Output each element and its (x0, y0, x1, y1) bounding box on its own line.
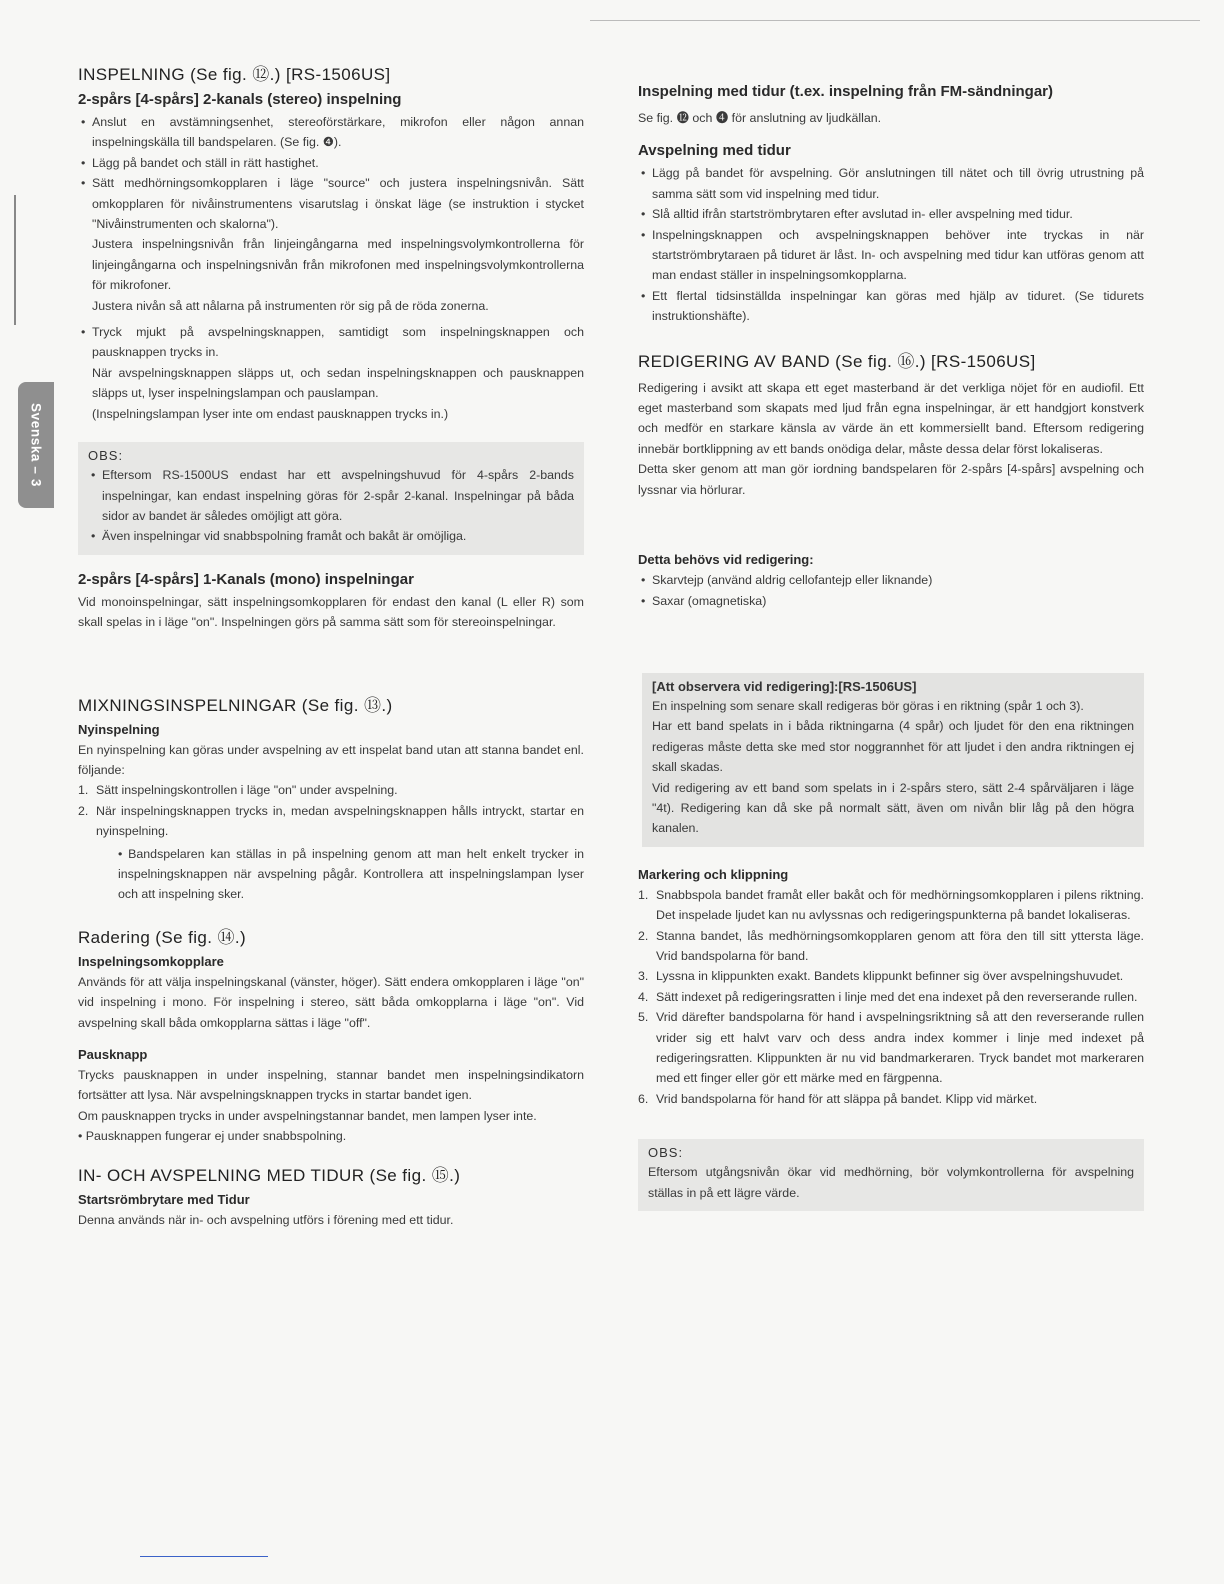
obs-title: OBS: (88, 448, 124, 464)
list-item (78, 173, 584, 316)
edit-note-title: [Att observera vid redigering]:[RS-1506US] (652, 678, 917, 694)
tools-list (638, 570, 1144, 611)
list-item (638, 987, 1144, 1007)
paragraph: Redigering i avsikt att skapa ett eget masterband är det verkliga nöjet för en audiofil. Ett eget masterband som skapats med ljud från egna inspelningar, är ett handgjort konstverk och medför en starkare känsla av värde än ett kommersiellt band. Eftersom redigering innebär bortklippning av ett bands onödiga delar, måste dessa delar först lokaliseras. (638, 380, 1144, 456)
sub-note: • Bandspelaren kan ställas in på inspelning genom att man helt enkelt trycker in inspelningsknappen när avspelning pågår. Kontrollera att inspelningslampan lyser och att inspelning sker. (118, 846, 584, 902)
list-item: • Anslut en avstämningsenhet, stereoförstärkare, mikrofon eller någon annan inspelningskälla till bandspelaren. (Se fig. ❹). (78, 112, 584, 153)
subheading-tidur-inspelning: Inspelning med tidur (t.ex. inspelning från FM-sändningar) (638, 83, 1054, 100)
item-text: Vrid bandspolarna för hand för att släppa på bandet. Klipp vid märket. (656, 1091, 1038, 1106)
paragraph: Eftersom utgångsnivån ökar vid medhörning, bör volymkontrollerna för avspelning ställas in på ett lägre värde. (648, 1165, 1134, 1200)
paragraph: En nyinspelning kan göras under avspelning av ett inspelat band utan att stanna bandet enl. följande: (78, 742, 584, 777)
list-item (638, 966, 1144, 986)
paragraph: Justera inspelningsnivån från linjeingångarna med inspelningsvolymkontrollerna för linjeingångarna och inspelningsnivån från mikrofonen med inspelningsvolymkontrollerna för mikrofoner. (92, 237, 584, 293)
item-text: Sätt indexet på redigeringsratten i linje med det ena indexet på den reverserande rullen. (656, 989, 1138, 1004)
list-item (78, 322, 584, 424)
paragraph: Har ett band spelats in i båda riktningarna (4 spår) och ljudet för den ena riktningen redigeras måste detta ske med stor noggrannhet för att ljudet i den andra riktningen ej skall skadas. (652, 719, 1134, 775)
stereo-steps-list (78, 112, 584, 424)
item-number: 6. (638, 1091, 649, 1106)
bottom-rule (140, 1556, 268, 1557)
obs-title: OBS: (648, 1145, 684, 1161)
section-title-redigering: REDIGERING AV BAND (Se fig. ⑯.) [RS-1506US] (638, 351, 1036, 371)
paragraph: Om pausknappen trycks in under avspelningstannar bandet, men lampen lyser inte. (78, 1108, 537, 1123)
subheading-behovs: Detta behövs vid redigering: (638, 552, 814, 568)
item-text: Vrid därefter bandspolarna för hand i avspelningsriktning så att den reverserande rullen vrider sig ett halvt varv och dess andra index kommer i linje med indexet på redigeringsratten. Klippunkten är nu vid bandmarkeraren. Tryck bandet mot markeraren med ett finger eller gör ett märke med en färgpenna. (656, 1010, 1144, 1086)
item-text: Snabbspola bandet framåt eller bakåt och för medhörningsomkopplaren i pilens riktning. Det inspelade ljudet kan nu avlyssnas och redigeringspunkterna på bandet lokaliseras. (656, 887, 1144, 923)
section-title-tidur: IN- OCH AVSPELNING MED TIDUR (Se fig. ⑮.) (78, 1165, 461, 1185)
subheading-pausknapp: Pausknapp (78, 1047, 148, 1062)
list-item: • Ett flertal tidsinställda inspelningar kan göras med hjälp av tiduret. (Se tidurets instruktionshäfte). (638, 286, 1144, 327)
margin-rule (14, 195, 16, 325)
item-number: 1. (78, 783, 89, 798)
item-text: Lyssna in klippunkten exakt. Bandets klippunkt befinner sig över avspelningshuvudet. (656, 969, 1124, 984)
list-item (638, 926, 1144, 967)
subheading-markering: Markering och klippning (638, 866, 789, 882)
paragraph: En inspelning som senare skall redigeras bör göras i en riktning (spår 1 och 3). (652, 698, 1084, 713)
left-column (78, 60, 584, 1230)
paragraph: • Pausknappen fungerar ej under snabbspolning. (78, 1129, 347, 1144)
subheading-mono: 2-spårs [4-spårs] 1-Kanals (mono) inspelningar (78, 570, 414, 588)
right-column (638, 76, 1144, 1211)
list-item (638, 1089, 1144, 1109)
list-item: • Skarvtejp (använd aldrig cellofantejp eller liknande) (638, 570, 1144, 590)
obs-list (88, 465, 574, 547)
paragraph: • Sätt medhörningsomkopplaren i läge "source" och justera inspelningsnivån. Sätt omkopplaren för nivåinstrumentens visarutslag i önskat läge (se instruktion i stycket "Nivåinstrumenten och skalorna"). (92, 176, 584, 232)
edit-note-box (642, 673, 1144, 847)
paragraph: Vid redigering av ett band som spelats in i 2-spårs stero, sätt 2-4 spårväljaren i läge "4t). Redigering kan då ske på normalt sätt, även om nivån blir låg på den högra kanalen. (652, 780, 1134, 836)
section-title-radering: Radering (Se fig. ⑭.) (78, 927, 247, 947)
subheading-nyinspelning: Nyinspelning (78, 721, 160, 737)
subheading-omkopplare: Inspelningsomkopplare (78, 953, 224, 969)
paragraph: När avspelningsknappen släpps ut, och sedan inspelningsknappen och pausknappen släpps ut, lyser inspelningslampan och pauslampan. (92, 365, 584, 401)
list-item: • Slå alltid ifrån startströmbrytaren efter avslutad in- eller avspelning med tidur. (638, 204, 1144, 224)
list-item: • Även inspelningar vid snabbspolning framåt och bakåt är omöjliga. (88, 526, 574, 546)
obs-note-box (78, 442, 584, 555)
item-text: När inspelningsknappen trycks in, medan avspelningsknappen hålls intryckt, startar en nyinspelning. (96, 803, 584, 839)
section-title-inspelning: INSPELNING (Se fig. ⑫.) [RS-1506US] (78, 65, 391, 84)
nyinspelning-steps (78, 780, 584, 904)
obs-note-box-2 (638, 1139, 1144, 1211)
paragraph: Detta sker genom att man gör iordning bandspelaren för 2-spårs [4-spårs] avspelning och lyssnar via hörlurar. (638, 462, 1144, 497)
side-tab-label: Svenska – 3 (28, 403, 44, 487)
section-title-mixning: MIXNINGSINSPELNINGAR (Se fig. ⑬.) (78, 695, 393, 715)
paragraph: (Inspelningslampan lyser inte om endast pausknappen trycks in.) (92, 406, 449, 421)
item-number: 2. (78, 803, 89, 818)
list-item: • Lägg på bandet och ställ in rätt hastighet. (78, 153, 584, 173)
item-number: 4. (638, 989, 649, 1004)
avspelning-list (638, 163, 1144, 326)
list-item: • Inspelningsknappen och avspelningsknappen behöver inte tryckas in när startströmbrytaraen på tiduret är låst. In- och avspelning med tidur kan utföras genom att man endast ställer in inspelningsomkopplarna. (638, 225, 1144, 286)
list-item (78, 801, 584, 905)
markering-steps (638, 885, 1144, 1109)
list-item: • Saxar (omagnetiska) (638, 591, 1144, 611)
paragraph: Denna används när in- och avspelning utförs i förening med ett tidur. (78, 1212, 454, 1227)
list-item: • Lägg på bandet för avspelning. Gör anslutningen till nätet och till övrig utrustning på samma sätt som vid inspelning med tidur. (638, 163, 1144, 204)
list-item: • Eftersom RS-1500US endast har ett avspelningshuvud för 4-spårs 2-bands inspelningar, kan endast inspelning göras för 2-spår 2-kanal. Inspelningar på båda sidor av bandet är således omöjligt att göra. (88, 465, 574, 526)
top-rule (590, 20, 1200, 21)
paragraph: • Tryck mjukt på avspelningsknappen, samtidigt som inspelningsknappen och pausknappen trycks in. (92, 325, 584, 360)
paragraph: Justera nivån så att nålarna på instrumenten rör sig på de röda zonerna. (92, 298, 489, 313)
list-item (638, 885, 1144, 926)
paragraph: Vid monoinspelningar, sätt inspelningsomkopplaren för endast den kanal (L eller R) som skall spelas in i läge "on". Inspelningen görs på samma sätt som för stereoinspelningar. (78, 594, 584, 630)
list-item (78, 780, 584, 800)
item-text: Stanna bandet, lås medhörningsomkopplaren genom att föra den till sitt yttersta läge. Vrid bandspolarna för band. (656, 928, 1144, 963)
item-number: 2. (638, 928, 649, 943)
item-text: Sätt inspelningskontrollen i läge "on" under avspelning. (96, 783, 398, 798)
subheading-startstrombrytare: Startsrömbrytare med Tidur (78, 1191, 250, 1207)
subheading-avspelning-tidur: Avspelning med tidur (638, 142, 791, 160)
paragraph: Används för att välja inspelningskanal (vänster, höger). Sätt endera omkopplaren i läge "on" vid inspelning i mono. För inspelning i stereo, sätt båda omkopplarna i läge "on". Vid avspelning skall båda omkopplarna sättas i läge "off". (78, 974, 584, 1030)
list-item (638, 1007, 1144, 1089)
item-number: 3. (638, 969, 649, 984)
subheading-stereo: 2-spårs [4-spårs] 2-kanals (stereo) inspelning (78, 91, 402, 108)
item-number: 5. (638, 1010, 649, 1025)
paragraph: Se fig. ⓬ och ❹ för anslutning av ljudkällan. (638, 111, 882, 125)
item-number: 1. (638, 887, 649, 902)
language-side-tab (18, 382, 54, 508)
paragraph: Trycks pausknappen in under inspelning, stannar bandet men inspelningsindikatorn fortsätter att lysa. När avspelningsknappen trycks in startar bandet igen. (78, 1068, 584, 1103)
